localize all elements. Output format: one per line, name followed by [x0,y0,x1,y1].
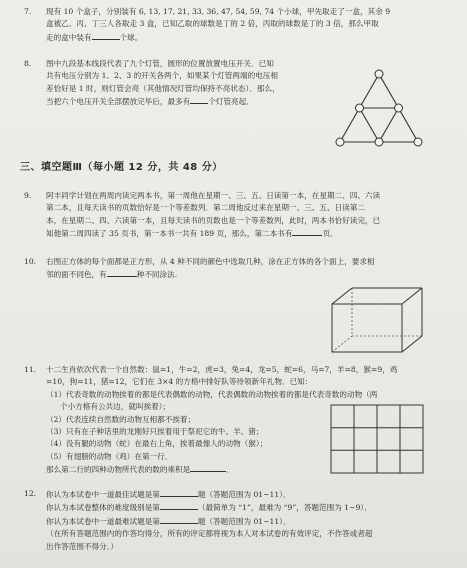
question-text [46,190,455,241]
text-line: （1）代表奇数的动物挨着的都是代表偶数的动物，代表偶数的动物挨着的都是代表奇数的动物（两 [46,389,378,399]
question-number: 12. [24,489,37,498]
text-line: 走的盒中装有 个球。 [46,32,143,42]
switch-circle [395,104,403,112]
question-text [46,6,455,44]
question-7 [16,6,455,44]
text-line: 现有 10 个盒子，分别装有 6, 13, 17, 21, 33, 36, 47, 54, 59, 74 个小球，甲先取走了一盒，其余 9 [46,7,391,16]
answer-blank[interactable] [107,268,137,277]
question-number: 10. [24,257,37,266]
section-title: 三、填空题Ⅲ（每小题 12 分，共 48 分） [20,162,223,173]
text-line: （4）没有腿的动物（蛇）在最右上角，挨着最像人的动物（猴）； [46,439,268,449]
text-line: 差恰好是 1 时，则灯管会亮（其他情况灯管均保持不亮状态）．那么， [46,83,280,93]
text-line: 个小方格有公共边，就叫挨着）； [60,402,171,412]
question-text [46,488,455,553]
text-line: 图中九段基本线段代表了九个灯管，圆形的位置放置电压开关．已知 [46,59,274,68]
question-number: 9. [24,191,32,200]
text-line: 十二生肖依次代表一个自然数：鼠=1，牛=2，虎=3，兔=4，龙=5，蛇=6，马=7，羊=8，猴=9，鸡 [46,365,398,374]
text-line: 你认为本试卷整体的难度级别是第 （最简单为 “1”，最难为 “9”，答题范围为 1~9）． [46,503,372,513]
question-number: 11. [24,365,37,374]
text-line: （在所有答题范围内的作答均得分，所有的评定都将视为本人对本试卷的有效评定，不作答或者超 [46,529,373,539]
text-line: 共有电压分别为 1、2、3 的开关各两个，如果某个灯管两端的电压相 [46,71,278,81]
text-line: 你认为本试卷中一道最难试题是第 题（答题范围为 01~11）． [46,516,291,526]
cube-diagram [328,284,428,356]
text-line: 盒被乙、丙、丁三人各取走 3 盒，已知乙取的球数是丁的 2 倍，丙取的球数是丁的 3 倍，那么甲取 [46,19,379,29]
switch-circle [356,104,364,112]
switch-circle [375,138,383,146]
text-line: 出作答范围不得分．） [46,541,119,551]
question-9 [16,190,455,241]
answer-blank[interactable] [160,488,198,497]
text-line: 右图正方体的每个面都是正方形，从 4 种不同的颜色中选取几种，涂在正方体的各个面上，要求相 [46,257,375,266]
answer-blank[interactable] [92,31,120,40]
question-12 [16,488,455,553]
text-line: 知他第二周四读了 35 页书，第一本书一共有 189 页，那么，第二本书有 页． [46,229,338,239]
zodiac-grid [330,404,424,474]
text-line: 邻的面不同色，有 种不同涂法. [46,270,178,280]
text-line: =10，狗=11，猪=12，它们在 3×4 的方格中排好队等待领新年礼物．已知： [46,377,313,387]
text-line: 你认为本试卷中一道最佳试题是第 题（答题范围为 01~11）． [46,490,291,499]
text-line: （3）只有在子种话里的龙刚好只挨着用于祭祀它的牛、羊、猪； [46,427,264,437]
answer-blank[interactable] [190,463,226,472]
answer-blank[interactable] [160,501,198,510]
answer-blank[interactable] [160,515,198,524]
text-line: （2）代表连续自然数的动物互相都不挨着； [46,414,196,424]
question-number: 7. [24,7,32,16]
switch-circle [414,138,422,146]
lamp-triangle-diagram [334,68,424,150]
answer-blank[interactable] [292,227,322,236]
question-text [46,256,455,282]
answer-blank[interactable] [190,95,208,104]
text-line: 本，在星期二、四、六读第一本，且每天读书的页数也是一个等差数列，此时，两本书恰好读完，已 [46,215,381,225]
question-number: 8. [24,59,32,68]
text-line: 第二本，且每天读书的页数恰好是一个等差数列．第二周他反过来在星期一、三、五、日读第二 [46,203,365,213]
text-line: 阿丰同学计划在两周内读完两本书，第一周他在星期一、三、五、日读第一本，在星期二、四、六读 [46,191,381,200]
text-line: 那么第二行的四种动物所代表的数的乘积是 ． [46,465,234,475]
text-line: （5）有翅膀的动物（鸡）在第一行． [46,451,173,461]
switch-circle [336,138,344,146]
text-line: 当把六个电压开关全部摆放完毕后，最多有 个灯管亮起． [46,97,254,107]
switch-circle [375,70,383,78]
question-10 [16,256,455,282]
